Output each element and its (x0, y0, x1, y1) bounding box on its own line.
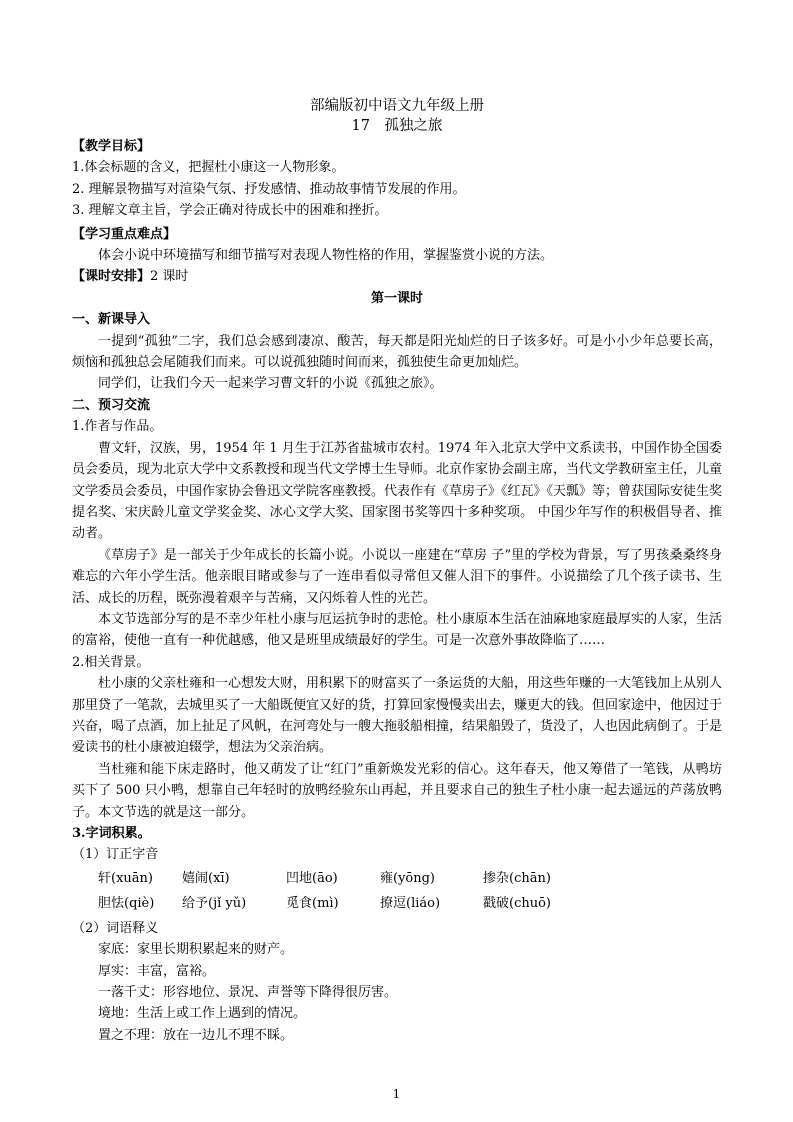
schedule-heading: 【课时安排】 (72, 269, 151, 285)
intro-paragraph-2: 同学们，让我们今天一起来学习曹文轩的小说《孤独之旅》。 (98, 376, 443, 392)
page-number: 1 (392, 1087, 401, 1101)
definition-item: 境地：生活上或工作上遇到的情况。 (98, 1006, 307, 1022)
excerpt-paragraph: 本文节选部分写的是不幸少年杜小康与厄运抗争时的悲怆。杜小康原本生活在油麻地家庭最厚实的人家，生活的富裕，使他一直有一种优越感，他又是班里成绩最好的学生。可是一次意外事故降临了…… (72, 611, 723, 649)
lesson-title: 17 孤独之旅 (351, 118, 443, 134)
lesson-heading: 第一课时 (370, 290, 423, 306)
schedule-value: 2 课时 (150, 269, 189, 285)
section-heading-preview: 二、预习交流 (72, 397, 151, 413)
goal-item: 2. 理解景物描写对渲染气氛、抒发感情、推动故事情节发展的作用。 (72, 181, 466, 197)
vocab-item: 嬉闹(xī) (182, 870, 230, 886)
background-paragraph-2: 当杜雍和能下床走路时，他又萌发了让“红门”重新焕发光彩的信心。这年春天，他又筹借了一笔钱，从鸭坊买下了 500 只小鸭，想靠自己年轻时的放鸭经验东山再起，并且要求自己的独生子杜小康一起去遥远的芦荡放鸭子。本文节选的就是这一部分。 (72, 761, 722, 820)
definition-item: 家底：家里长期积累起来的财产。 (98, 942, 294, 958)
subheading-vocab: 3.字词积累。 (72, 826, 151, 841)
vocab-item: 觅食(mì) (286, 895, 339, 911)
intro-paragraph: 一提到“孤独”二字，我们总会感到凄凉、酸苦，每天都是阳光灿烂的日子该多好。可是小小少年总要长高，烦恼和孤独总会尾随我们而来。可以说孤独随时间而来，孤独使生命更加灿烂。 (72, 333, 722, 371)
goal-item: 3. 理解文章主旨，学会正确对待成长中的困难和挫折。 (72, 203, 388, 219)
vocab-item: 轩(xuān) (98, 870, 153, 886)
subheading-author: 1.作者与作品。 (72, 419, 163, 435)
author-paragraph: 曹文轩，汉族，男，1954 年 1 月生于江苏省盐城市农村。1974 年入北京大学中文系读书，中国作协全国委员会委员，现为北京大学中文系教授和现当代文学博士生导师。北京作家协会副主席，当代文学教研室主任，儿童文学委员会委员，中国作家协会鲁迅文学院客座教授。代表作有《草房子》《红瓦》《天瓢》等；曾获国际安徒生奖提名奖、宋庆龄儿童文学奖金奖、冰心文学大奖、国家图书奖等四十多种奖项。 中国少年写作的积极倡导者、推动者。 (72, 440, 723, 542)
definition-item: 置之不理：放在一边儿不理不睬。 (98, 1027, 294, 1043)
definition-item: 一落千丈：形容地位、景况、声誉等下降得很厉害。 (98, 985, 398, 1001)
vocab-item: 雍(yōng) (380, 870, 436, 886)
vocab-item: 胆怯(qiè) (98, 895, 155, 911)
subheading-pronunciation: （1）订正字音 (72, 847, 159, 863)
subheading-definitions: （2）词语释义 (72, 920, 159, 936)
goals-heading: 【教学目标】 (72, 139, 151, 154)
goal-item: 1.体会标题的含义，把握杜小康这一人物形象。 (72, 160, 345, 176)
vocab-item: 戳破(chuō) (483, 895, 551, 911)
schedule-line (72, 266, 722, 287)
vocab-item: 掺杂(chān) (483, 870, 551, 886)
section-heading-intro: 一、新课导入 (72, 312, 151, 328)
key-points-heading: 【学习重点难点】 (72, 226, 177, 242)
document-title: 部编版初中语文九年级上册 (310, 98, 484, 114)
work-paragraph: 《草房子》是一部关于少年成长的长篇小说。小说以一座建在“草房 子”里的学校为背景，写了男孩桑桑终身难忘的六年小学生活。他亲眼目睹或参与了一连串看似寻常但又催人泪下的事件。小说描绘了几个孩子读书、生活、成长的历程，既弥漫着艰辛与苦痛，又闪烁着人性的光芒。 (72, 547, 722, 606)
background-paragraph: 杜小康的父亲杜雍和一心想发大财，用积累下的财富买了一条运货的大船，用这些年赚的一大笔钱加上从别人那里贷了一笔款，去城里买了一大船既便宜又好的货，打算回家慢慢卖出去，赚更大的钱。但回家途中，他因过于兴奋，喝了点酒，加上扯足了风帆，在河弯处与一艘大拖驳船相撞，结果船毁了，货没了，人也因此病倒了。于是爱读书的杜小康被迫辍学，想法为父亲治病。 (72, 676, 723, 756)
vocab-item: 凹地(āo) (286, 870, 338, 886)
document-page (72, 96, 722, 1046)
key-points-text: 体会小说中环境描写和细节描写对表现人物性格的作用，掌握鉴赏小说的方法。 (98, 248, 554, 264)
vocab-item: 给予(jǐ yǔ) (182, 895, 247, 911)
subheading-background: 2.相关背景。 (72, 654, 150, 670)
vocab-row (72, 892, 722, 916)
vocab-item: 撩逗(liáo) (380, 895, 441, 911)
vocab-row (72, 867, 722, 891)
definition-item: 厚实：丰富，富裕。 (98, 963, 216, 979)
